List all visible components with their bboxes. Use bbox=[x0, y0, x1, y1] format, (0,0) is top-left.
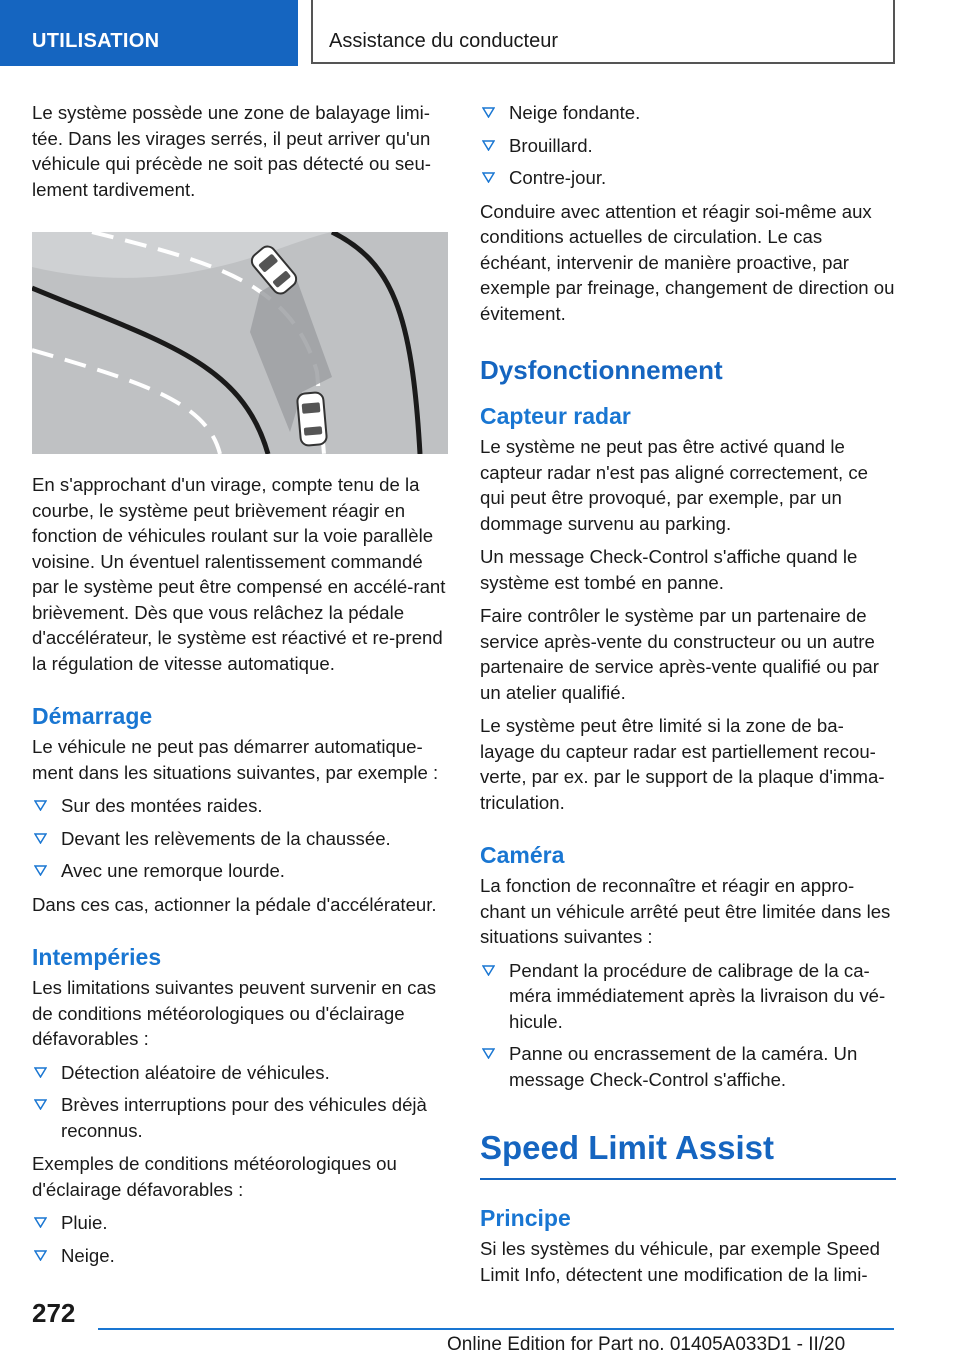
list-item: Pluie. bbox=[32, 1210, 448, 1236]
heading-camera: Caméra bbox=[480, 842, 565, 868]
heading-capteur-radar: Capteur radar bbox=[480, 403, 631, 429]
heading-demarrage: Démarrage bbox=[32, 703, 153, 729]
bullet-triangle-icon bbox=[34, 1099, 47, 1110]
examples-intro: Exemples de conditions météorologiques ou d'éclairage défavorables : bbox=[32, 1153, 397, 1200]
list-item: Neige. bbox=[32, 1243, 448, 1269]
list-item: Sur des montées raides. bbox=[32, 793, 448, 819]
curve-paragraph: En s'approchant d'un virage, compte tenu de la courbe, le système peut brièvement réagir en fonction de véhicules roulant sur la voie parallèle voisine. Un éventuel ralentissement commandé par le système peut être compensé en accélé-rant brièvement. Dès que vous relâchez la pédale d'accélérateur, le système est réactivé et re-prend la régulation de vitesse automatique. bbox=[32, 474, 446, 674]
bullet-triangle-icon bbox=[34, 833, 47, 844]
bullet-triangle-icon bbox=[34, 865, 47, 876]
section-tab: UTILISATION bbox=[0, 0, 298, 66]
principe-paragraph: Si les systèmes du véhicule, par exemple Speed Limit Info, détectent une modification de la limi- bbox=[480, 1238, 880, 1285]
bullet-triangle-icon bbox=[482, 172, 495, 183]
radar-p4: Le système peut être limité si la zone de ba-layage du capteur radar est partiellement recou-verte, par ex. par le support de la plaque d'imma-triculation. bbox=[480, 715, 885, 813]
list-item: Détection aléatoire de véhicules. bbox=[32, 1060, 448, 1086]
car-own-icon bbox=[297, 392, 327, 446]
left-column bbox=[32, 100, 448, 1276]
heading-dysfonctionnement: Dysfonctionnement bbox=[480, 355, 723, 385]
heading-intemperies: Intempéries bbox=[32, 944, 162, 970]
list-item: Panne ou encrassement de la caméra. Un message Check-Control s'affiche. bbox=[480, 1041, 896, 1092]
bullet-triangle-icon bbox=[482, 965, 495, 976]
bullet-triangle-icon bbox=[482, 140, 495, 151]
curve-illustration bbox=[32, 232, 448, 454]
bullet-triangle-icon bbox=[482, 1048, 495, 1059]
list-item: Contre-jour. bbox=[480, 165, 896, 191]
right-column bbox=[480, 100, 896, 1295]
page-number: 272 bbox=[32, 1298, 76, 1328]
demarrage-list bbox=[32, 793, 448, 884]
demarrage-outro: Dans ces cas, actionner la pédale d'accélérateur. bbox=[32, 893, 437, 915]
camera-intro: La fonction de reconnaître et réagir en appro-chant un véhicule arrêté peut être limitée dans les situations suivantes : bbox=[480, 875, 891, 947]
examples-list bbox=[32, 1210, 448, 1268]
camera-list bbox=[480, 958, 896, 1093]
intro-paragraph: Le système possède une zone de balayage limi-tée. Dans les virages serrés, il peut arriver qu'un véhicule qui précède ne soit pas détecté ou seu-lement tardivement. bbox=[32, 102, 431, 200]
radar-p2: Un message Check-Control s'affiche quand le système est tombé en panne. bbox=[480, 546, 858, 593]
heading-speed-limit-assist: Speed Limit Assist bbox=[480, 1128, 896, 1180]
continued-examples-list bbox=[480, 100, 896, 191]
bullet-triangle-icon bbox=[34, 800, 47, 811]
page-header bbox=[0, 0, 960, 66]
list-item: Avec une remorque lourde. bbox=[32, 858, 448, 884]
edition-footer: Online Edition for Part no. 01405A033D1 - II/20 bbox=[447, 1334, 846, 1355]
list-item: Pendant la procédure de calibrage de la ca-méra immédiatement après la livraison du vé-hicule. bbox=[480, 958, 896, 1035]
conduire-paragraph: Conduire avec attention et réagir soi-même aux conditions actuelles de circulation. Le cas échéant, intervenir de manière proactive, par exemple par freinage, changement de direction ou évitement. bbox=[480, 200, 895, 324]
list-item: Brouillard. bbox=[480, 133, 896, 159]
list-item: Devant les relèvements de la chaussée. bbox=[32, 826, 448, 852]
intemperies-list bbox=[32, 1060, 448, 1144]
footer-divider bbox=[98, 1328, 894, 1330]
radar-p1: Le système ne peut pas être activé quand le capteur radar n'est pas aligné correctement, ce qui peut être provoqué, par exemple, par un dommage survenu au parking. bbox=[480, 436, 869, 534]
bullet-triangle-icon bbox=[34, 1250, 47, 1261]
list-item: Brèves interruptions pour des véhicules déjà reconnus. bbox=[32, 1092, 448, 1143]
heading-principe: Principe bbox=[480, 1205, 571, 1231]
list-item: Neige fondante. bbox=[480, 100, 896, 126]
bullet-triangle-icon bbox=[34, 1217, 47, 1228]
intemperies-intro: Les limitations suivantes peuvent survenir en cas de conditions météorologiques ou d'éclairage défavorables : bbox=[32, 977, 437, 1049]
chapter-title: Assistance du conducteur bbox=[311, 0, 895, 64]
bullet-triangle-icon bbox=[482, 107, 495, 118]
radar-p3: Faire contrôler le système par un partenaire de service après-vente du constructeur ou un autre partenaire de service après-vente qualifié ou par un atelier qualifié. bbox=[480, 605, 879, 703]
bullet-triangle-icon bbox=[34, 1067, 47, 1078]
demarrage-intro: Le véhicule ne peut pas démarrer automatique-ment dans les situations suivantes, par exemple : bbox=[32, 736, 439, 783]
